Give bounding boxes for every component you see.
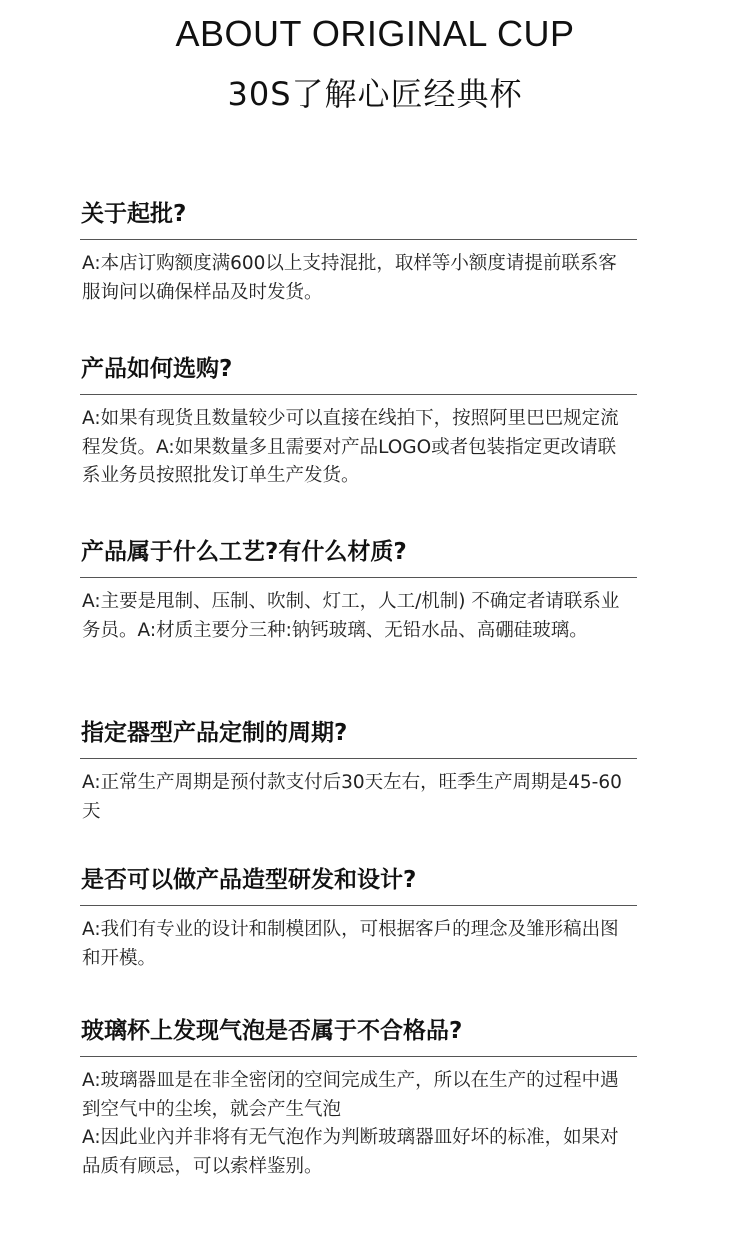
- faq-question: 产品如何选购?: [81, 356, 233, 382]
- page-title-english: ABOUT ORIGINAL CUP: [175, 13, 575, 54]
- faq-item-custom-cycle: [80, 717, 637, 826]
- faq-question: 指定器型产品定制的周期?: [81, 720, 348, 746]
- faq-answer: [80, 1067, 637, 1181]
- faq-item-bubbles: [80, 1015, 637, 1181]
- faq-item-minimum-order: [80, 198, 637, 307]
- faq-question: 关于起批?: [81, 201, 187, 227]
- faq-item-design-development: [80, 864, 637, 973]
- faq-answer-text: A:本店订购额度满600以上支持混批，取样等小额度请提前联系客服询问以确保样品及时发货。: [82, 253, 617, 303]
- faq-item-craft-material: [80, 536, 637, 645]
- faq-question: 是否可以做产品造型研发和设计?: [81, 867, 417, 893]
- faq-answer-text: A:正常生产周期是预付款支付后30天左右，旺季生产周期是45-60天: [82, 772, 622, 822]
- faq-answer-text: A:玻璃器皿是在非全密闭的空间完成生产，所以在生产的过程中遇到空气中的尘埃，就会产生气泡: [82, 1070, 619, 1120]
- faq-answer: [80, 405, 637, 491]
- divider: [80, 394, 637, 395]
- divider: [80, 905, 637, 906]
- faq-answer: [80, 250, 637, 307]
- faq-answer: [80, 588, 637, 645]
- page-title-chinese: 30S了解心匠经典杯: [227, 75, 523, 113]
- faq-question: 玻璃杯上发现气泡是否属于不合格品?: [81, 1018, 463, 1044]
- faq-answer-text: A:我们有专业的设计和制模团队，可根据客戶的理念及雏形稿出图和开模。: [82, 919, 619, 969]
- divider: [80, 577, 637, 578]
- divider: [80, 758, 637, 759]
- faq-item-how-to-buy: [80, 353, 637, 491]
- faq-answer-text: A:因此业內并非将有无气泡作为判断玻璃器皿好坏的标准，如果对品质有顾忌，可以索样鉴别。: [82, 1127, 619, 1177]
- faq-question: 产品属于什么工艺?有什么材质?: [81, 539, 407, 565]
- divider: [80, 239, 637, 240]
- faq-answer-text: A:主要是甩制、压制、吹制、灯工，人工/机制) 不确定者请联系业务员。A:材质主要分三种:钠钙玻璃、无铅水品、高硼硅玻璃。: [82, 591, 620, 641]
- divider: [80, 1056, 637, 1057]
- faq-answer: [80, 769, 637, 826]
- faq-answer: [80, 916, 637, 973]
- faq-answer-text: A:如果有现货且数量较少可以直接在线拍下，按照阿里巴巴规定流程发货。A:如果数量多且需要对产品LOGO或者包装指定更改请联系业务员按照批发订单生产发货。: [82, 408, 619, 486]
